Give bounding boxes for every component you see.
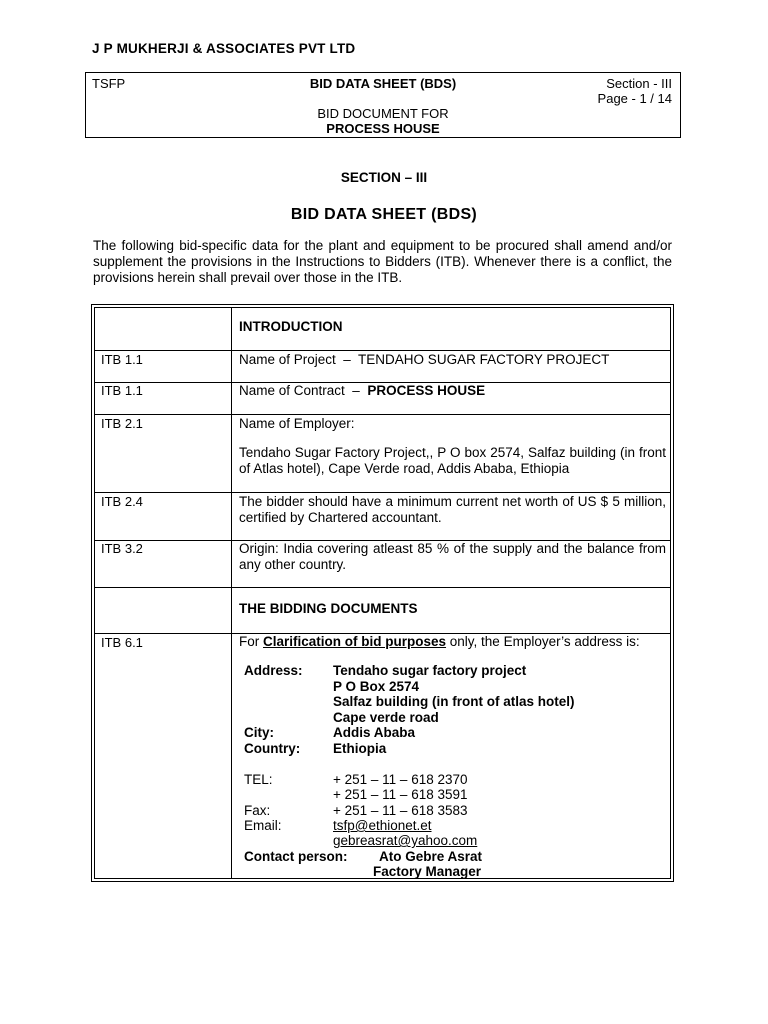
bidding-documents-heading: THE BIDDING DOCUMENTS bbox=[239, 601, 418, 616]
clarification-prefix: For bbox=[239, 634, 264, 649]
itb-ref-origin: ITB 3.2 bbox=[101, 541, 143, 556]
name-of-contract bbox=[239, 383, 666, 399]
header-page-number: Page - 1 / 14 bbox=[597, 91, 672, 106]
contact-person-title: Factory Manager bbox=[373, 864, 482, 879]
table-row-divider bbox=[94, 492, 671, 493]
header-section: Section - III bbox=[606, 76, 672, 91]
origin-requirement: Origin: India covering atleast 85 % of the supply and the balance from any other country. bbox=[239, 541, 666, 572]
table-row-divider bbox=[94, 587, 671, 588]
contact-person-name: Ato Gebre Asrat bbox=[379, 849, 483, 864]
header-doc-name: PROCESS HOUSE bbox=[326, 121, 440, 136]
address-line: Cape verde road bbox=[333, 709, 439, 725]
table-column-divider bbox=[231, 307, 232, 879]
address-lines bbox=[333, 663, 575, 725]
contact-person-label: Contact person: bbox=[244, 849, 348, 864]
introduction-heading: INTRODUCTION bbox=[239, 319, 343, 334]
address-line: Tendaho sugar factory project bbox=[333, 663, 527, 678]
tel-label: TEL: bbox=[244, 772, 273, 787]
tel-number-1: + 251 – 11 – 618 2370 bbox=[333, 772, 468, 787]
address-label: Address: bbox=[244, 663, 303, 678]
header-title: BID DATA SHEET (BDS) bbox=[309, 76, 457, 91]
email-link-2[interactable]: gebreasrat@yahoo.com bbox=[333, 833, 478, 848]
net-worth-requirement: The bidder should have a minimum current net worth of US $ 5 million, certified by Chartered accountant. bbox=[239, 494, 666, 525]
tel-number-2: + 251 – 11 – 618 3591 bbox=[333, 787, 468, 802]
intro-paragraph: The following bid-specific data for the plant and equipment to be procured shall amend and/or supplement the provisions in the Instructions to Bidders (ITB). Whenever there is a conflict, the provisions herein shall prevail over those in the ITB. bbox=[93, 238, 672, 285]
page-title: BID DATA SHEET (BDS) bbox=[290, 206, 478, 223]
table-row-divider bbox=[94, 350, 671, 351]
clarification-suffix: only, the Employer’s address is: bbox=[446, 634, 640, 649]
itb-ref-contract: ITB 1.1 bbox=[101, 383, 143, 398]
itb-ref-employer: ITB 2.1 bbox=[101, 416, 143, 431]
header-project-code: TSFP bbox=[92, 76, 126, 91]
email-link-1[interactable]: tsfp@ethionet.et bbox=[333, 818, 432, 833]
header-document-for bbox=[86, 106, 680, 136]
employer-address: Tendaho Sugar Factory Project,, P O box 2574, Salfaz building (in front of Atlas hotel), Cape Verde road, Addis Ababa, Ethiopia bbox=[239, 445, 666, 476]
document-header bbox=[85, 72, 681, 138]
fax-number: + 251 – 11 – 618 3583 bbox=[333, 803, 468, 818]
address-line: Salfaz building (in front of atlas hotel) bbox=[333, 694, 575, 709]
contract-label: Name of Contract – bbox=[239, 383, 368, 398]
itb-ref-clarification: ITB 6.1 bbox=[101, 635, 143, 650]
itb-ref-project: ITB 1.1 bbox=[101, 352, 143, 367]
table-row-divider bbox=[94, 414, 671, 415]
address-line: P O Box 2574 bbox=[333, 678, 420, 694]
header-section-page bbox=[598, 76, 672, 106]
country-label: Country: bbox=[244, 741, 301, 756]
contract-value: PROCESS HOUSE bbox=[367, 383, 486, 398]
city-label: City: bbox=[244, 725, 274, 740]
clarification-underlined: Clarification of bid purposes bbox=[263, 634, 447, 649]
itb-ref-net-worth: ITB 2.4 bbox=[101, 494, 143, 509]
city-value: Addis Ababa bbox=[333, 725, 416, 740]
employer-label: Name of Employer: bbox=[239, 416, 355, 431]
company-name: J P MUKHERJI & ASSOCIATES PVT LTD bbox=[92, 41, 356, 56]
country-value: Ethiopia bbox=[333, 741, 387, 756]
name-of-project: Name of Project – TENDAHO SUGAR FACTORY PROJECT bbox=[239, 352, 610, 367]
section-heading: SECTION – III bbox=[340, 170, 428, 185]
header-doc-for: BID DOCUMENT FOR bbox=[317, 106, 449, 121]
fax-label: Fax: bbox=[244, 803, 271, 818]
email-label: Email: bbox=[244, 818, 282, 833]
clarification-statement bbox=[239, 634, 666, 650]
